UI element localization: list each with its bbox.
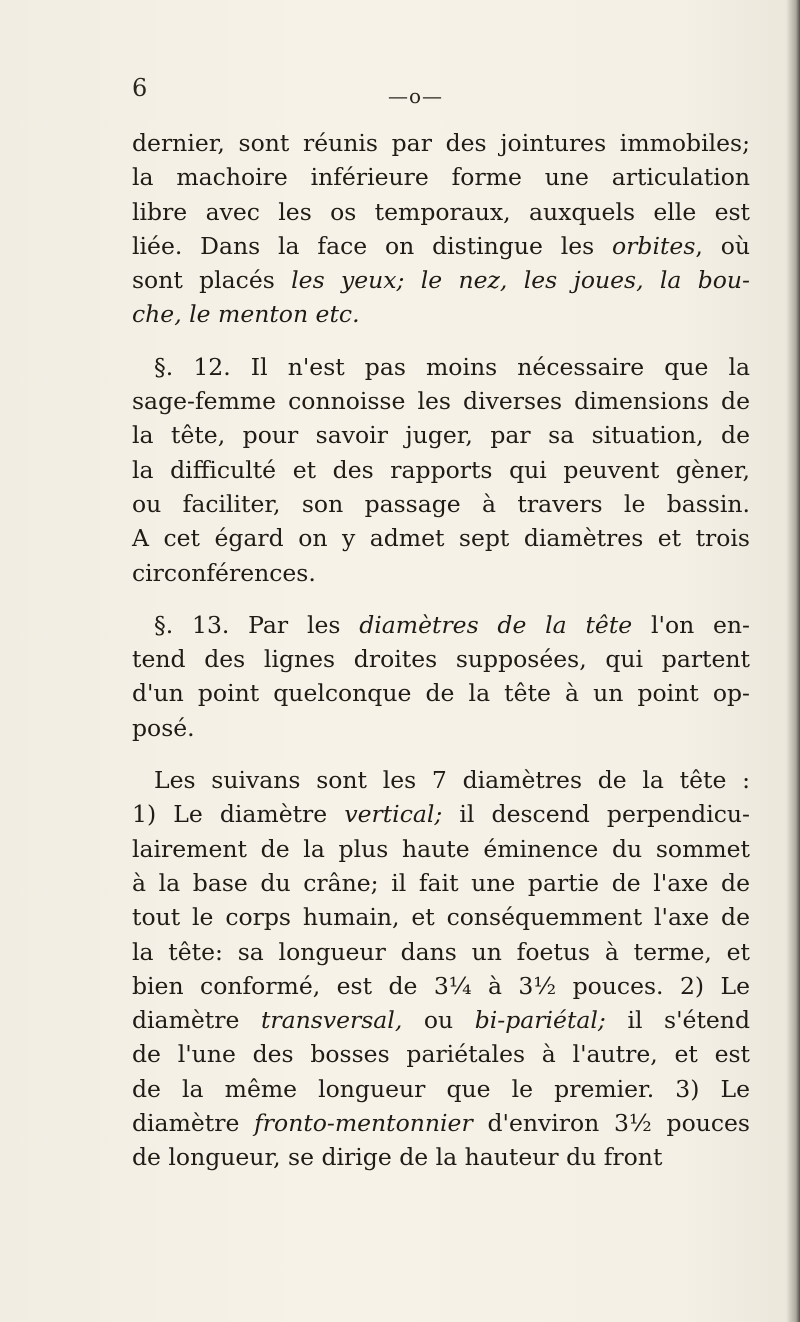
text-line: circonférences. (132, 558, 316, 587)
italic-term: les yeux; (291, 266, 405, 295)
text-line: d'un point quelconque de la tête à un point op- (132, 679, 750, 708)
paragraph-3 (132, 608, 750, 745)
text-line: sage-femme connoisse les diverses dimensions de (132, 387, 750, 416)
italic-term: transversal, (260, 1006, 403, 1035)
text-line: diamètre transversal, ou bi-pariétal; il s'étend (132, 1006, 750, 1035)
text-line: la difficulté et des rapports qui peuvent gèner, (132, 455, 750, 484)
text-line: de l'une des bosses pariétales à l'autre, et est (132, 1040, 750, 1069)
text-line: 1) Le diamètre vertical; il descend perpendicu- (132, 800, 750, 829)
text-line: de longueur, se dirige de la hauteur du front (132, 1143, 663, 1172)
italic-term: fronto-mentonnier (254, 1109, 473, 1138)
text-line: la machoire inférieure forme une articulation (132, 163, 750, 192)
paragraph-2 (132, 350, 750, 590)
text-line: Les suivans sont les 7 diamètres de la tête : (154, 766, 750, 795)
text-line: tend des lignes droites supposées, qui partent (132, 645, 750, 674)
italic-term: la bou- (659, 266, 750, 295)
text-line: bien conformé, est de 3¼ à 3½ pouces. 2) Le (132, 971, 750, 1000)
italic-term: vertical; (344, 800, 443, 829)
running-head: —o— (388, 84, 444, 108)
text-line: tout le corps humain, et conséquemment l'axe de (132, 903, 750, 932)
text-line: ou faciliter, son passage à travers le bassin. (132, 489, 750, 518)
text-line: §. 12. Il n'est pas moins nécessaire que la (154, 352, 750, 381)
text-line: dernier, sont réunis par des jointures immobiles; (132, 129, 750, 157)
italic-term: orbites (612, 231, 696, 260)
text-line: §. 13. Par les diamètres de la tête l'on en- (154, 610, 750, 639)
italic-term: bi-pariétal; (474, 1006, 606, 1035)
paragraph-4 (132, 763, 750, 1175)
text-line: libre avec les os temporaux, auxquels elle est (132, 197, 750, 226)
page-number: 6 (132, 74, 148, 102)
text-line: A cet égard on y admet sept diamètres et trois (132, 524, 750, 553)
text-line: la tête: sa longueur dans un foetus à terme, et (132, 937, 750, 966)
page-edge-shadow (786, 0, 800, 1322)
text-line: diamètre fronto-mentonnier d'environ 3½ pouces (132, 1109, 750, 1138)
text-line: che, le menton etc. (132, 300, 360, 329)
text-line: à la base du crâne; il fait une partie de l'axe de (132, 868, 750, 897)
text-line: lairement de la plus haute éminence du sommet (132, 834, 750, 863)
text-line: de la même longueur que le premier. 3) Le (132, 1074, 750, 1103)
body-text (132, 126, 750, 1175)
text-line: sont placés les yeux; le nez, les joues, la bou- (132, 266, 750, 295)
text-line: liée. Dans la face on distingue les orbites, où (132, 231, 750, 260)
italic-term: le nez, (420, 266, 508, 295)
italic-term: diamètres de la tête (359, 610, 633, 639)
text-line: posé. (132, 713, 195, 742)
text-line: la tête, pour savoir juger, par sa situation, de (132, 421, 750, 450)
paragraph-1 (132, 126, 750, 332)
italic-term: les joues, (523, 266, 644, 295)
